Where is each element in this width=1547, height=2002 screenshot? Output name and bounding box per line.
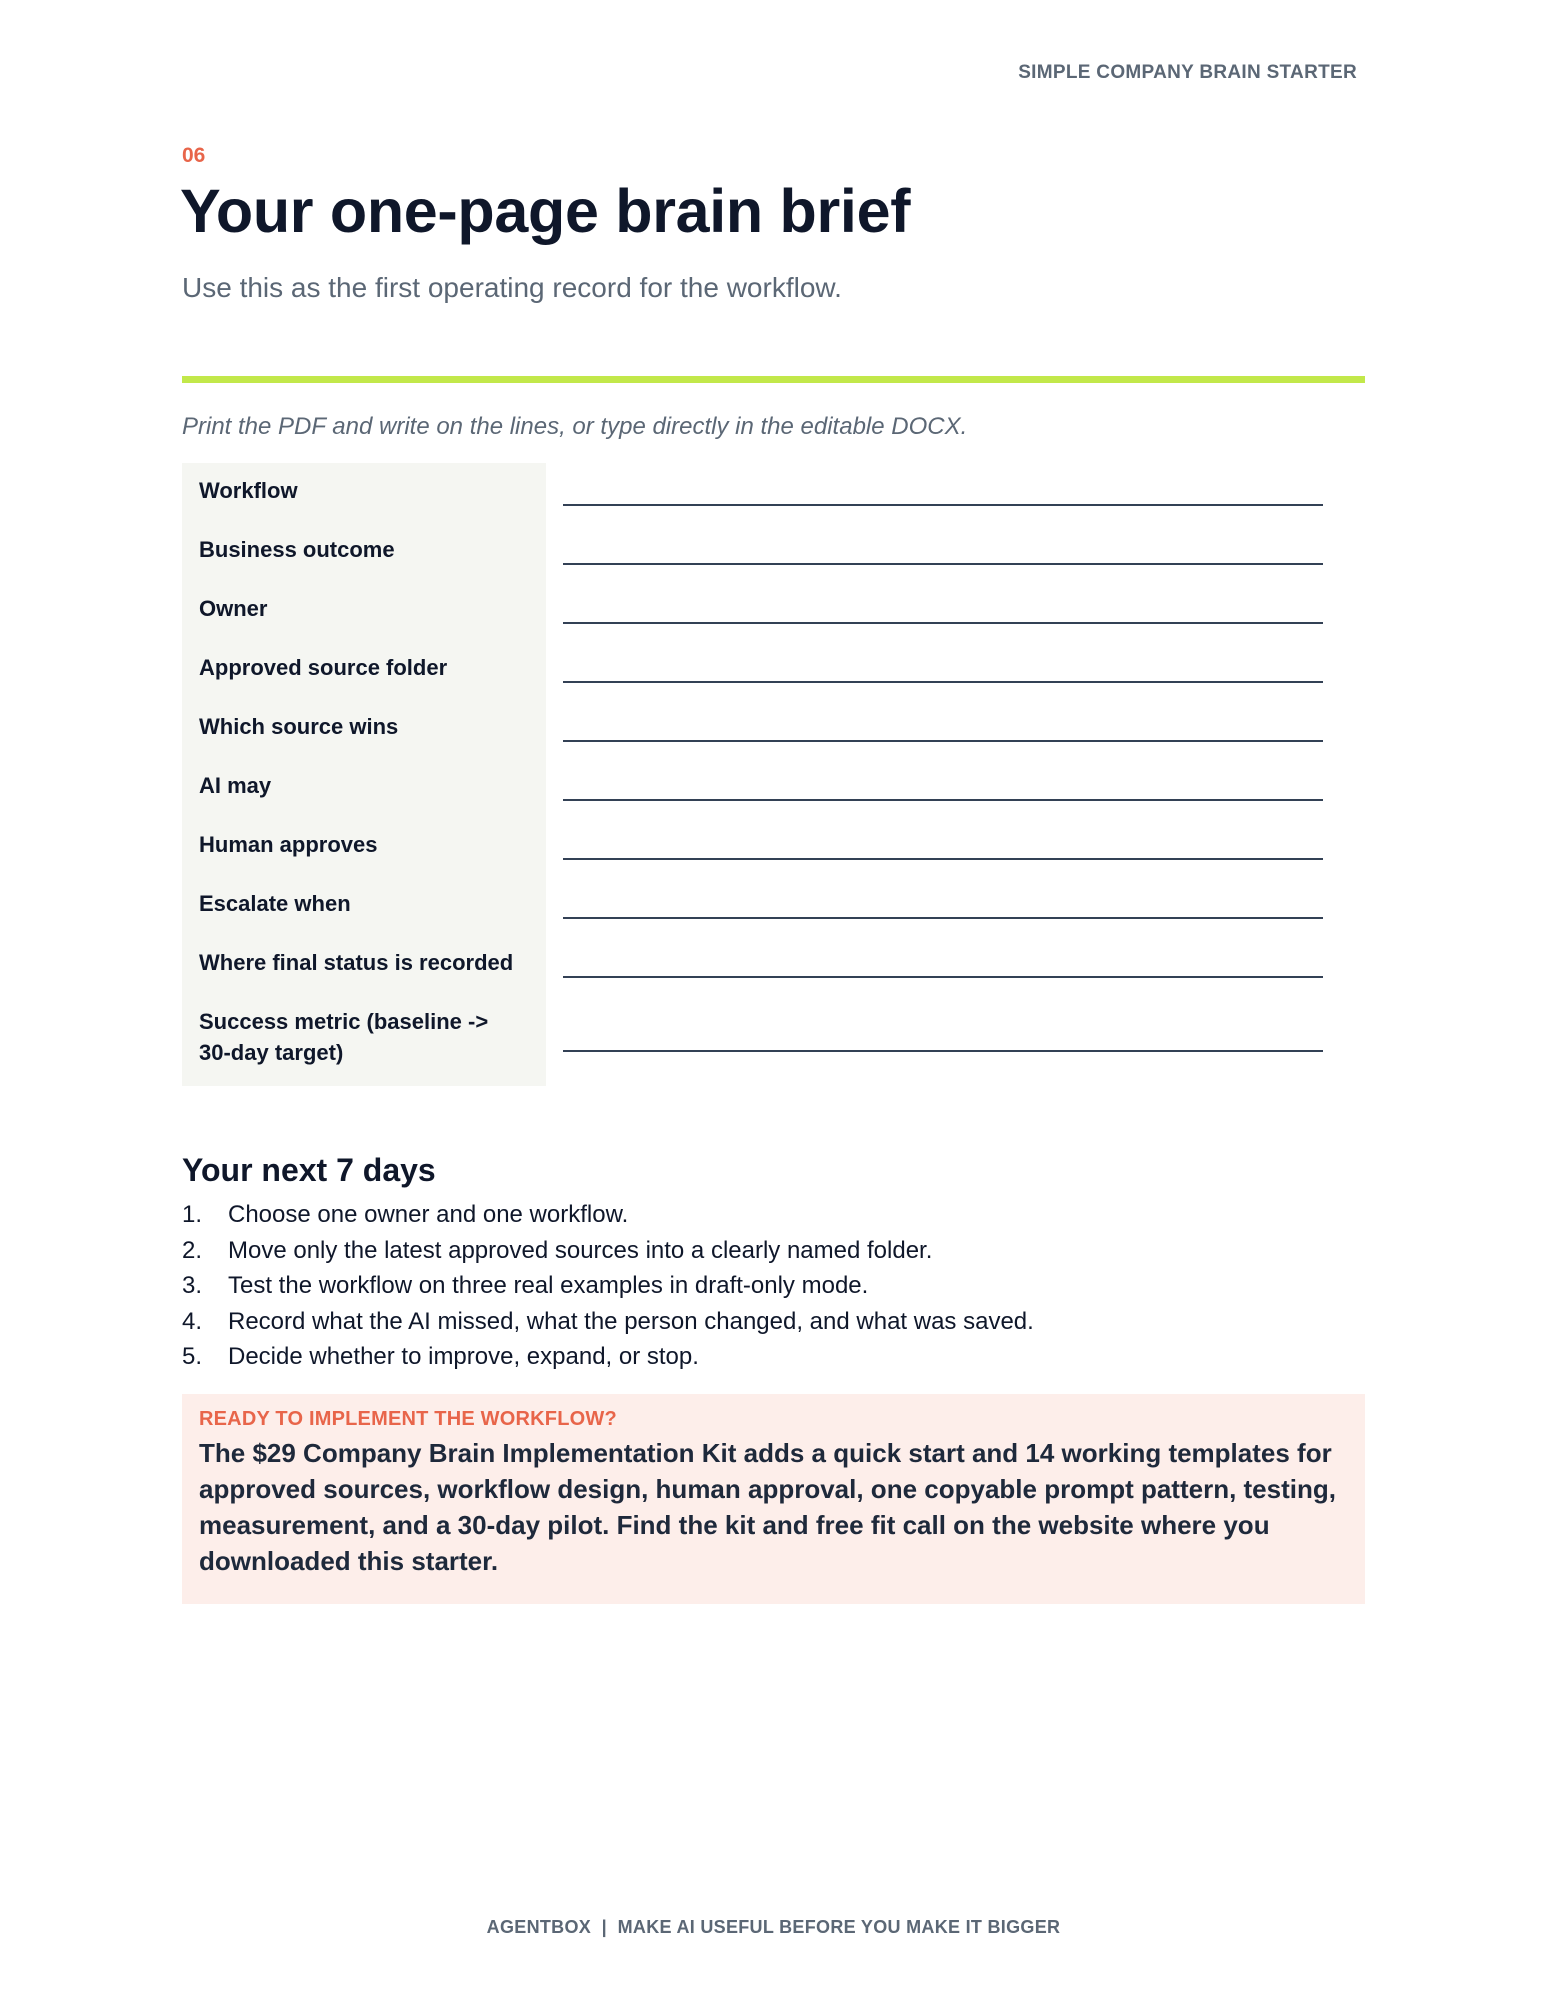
write-in-line[interactable] <box>563 622 1323 624</box>
field-label: Human approves <box>199 832 378 857</box>
field-label: Owner <box>199 596 268 621</box>
field-label: Escalate when <box>199 891 351 916</box>
write-in-line[interactable] <box>563 917 1323 919</box>
write-in-line[interactable] <box>563 858 1323 860</box>
page-title: Your one-page brain brief <box>180 177 911 245</box>
write-in-line[interactable] <box>563 740 1323 742</box>
step-text: Test the workflow on three real examples in draft-only mode. <box>228 1272 869 1299</box>
field-label: Success metric (baseline -> 30-day target) <box>199 1009 489 1065</box>
write-in-line[interactable] <box>563 976 1323 978</box>
field-label: AI may <box>199 773 272 798</box>
section-number: 06 <box>182 144 206 167</box>
step-text: Choose one owner and one workflow. <box>228 1201 629 1228</box>
cta-callout <box>182 1394 1365 1604</box>
next-steps-heading: Your next 7 days <box>182 1152 436 1188</box>
cta-body: The $29 Company Brain Implementation Kit adds a quick start and 14 working templates for approved sources, workflow design, human approval, one copyable prompt pattern, testing, measurement, and a 30-day pilot. Find the kit and free fit call on the website where you downloaded this starter. <box>199 1438 1336 1576</box>
step-number: 4. <box>182 1307 203 1335</box>
footer-text: AGENTBOX | MAKE AI USEFUL BEFORE YOU MAKE IT BIGGER <box>486 1917 1061 1937</box>
step-text: Record what the AI missed, what the person changed, and what was saved. <box>228 1307 1034 1335</box>
page-footer <box>0 1917 1547 1938</box>
write-in-line[interactable] <box>563 681 1323 683</box>
write-in-line[interactable] <box>563 563 1323 565</box>
step-number: 3. <box>182 1272 203 1299</box>
field-label: Business outcome <box>199 537 395 562</box>
field-label: Approved source folder <box>199 655 448 680</box>
step-text: Decide whether to improve, expand, or stop. <box>228 1343 699 1370</box>
cta-kicker: READY TO IMPLEMENT THE WORKFLOW? <box>199 1408 617 1430</box>
field-label: Where final status is recorded <box>199 950 514 975</box>
step-number: 5. <box>182 1343 203 1370</box>
form-instructions: Print the PDF and write on the lines, or type directly in the editable DOCX. <box>182 413 968 440</box>
step-number: 2. <box>182 1236 203 1264</box>
accent-divider <box>182 376 1365 383</box>
field-label: Which source wins <box>199 714 399 739</box>
write-in-line[interactable] <box>563 504 1323 506</box>
write-in-line[interactable] <box>563 1050 1323 1052</box>
step-text: Move only the latest approved sources into a clearly named folder. <box>228 1236 933 1264</box>
write-in-line[interactable] <box>563 799 1323 801</box>
field-label: Workflow <box>199 478 298 503</box>
step-number: 1. <box>182 1201 203 1228</box>
page-subtitle: Use this as the first operating record for the workflow. <box>182 272 842 303</box>
running-header: SIMPLE COMPANY BRAIN STARTER <box>1018 62 1357 83</box>
